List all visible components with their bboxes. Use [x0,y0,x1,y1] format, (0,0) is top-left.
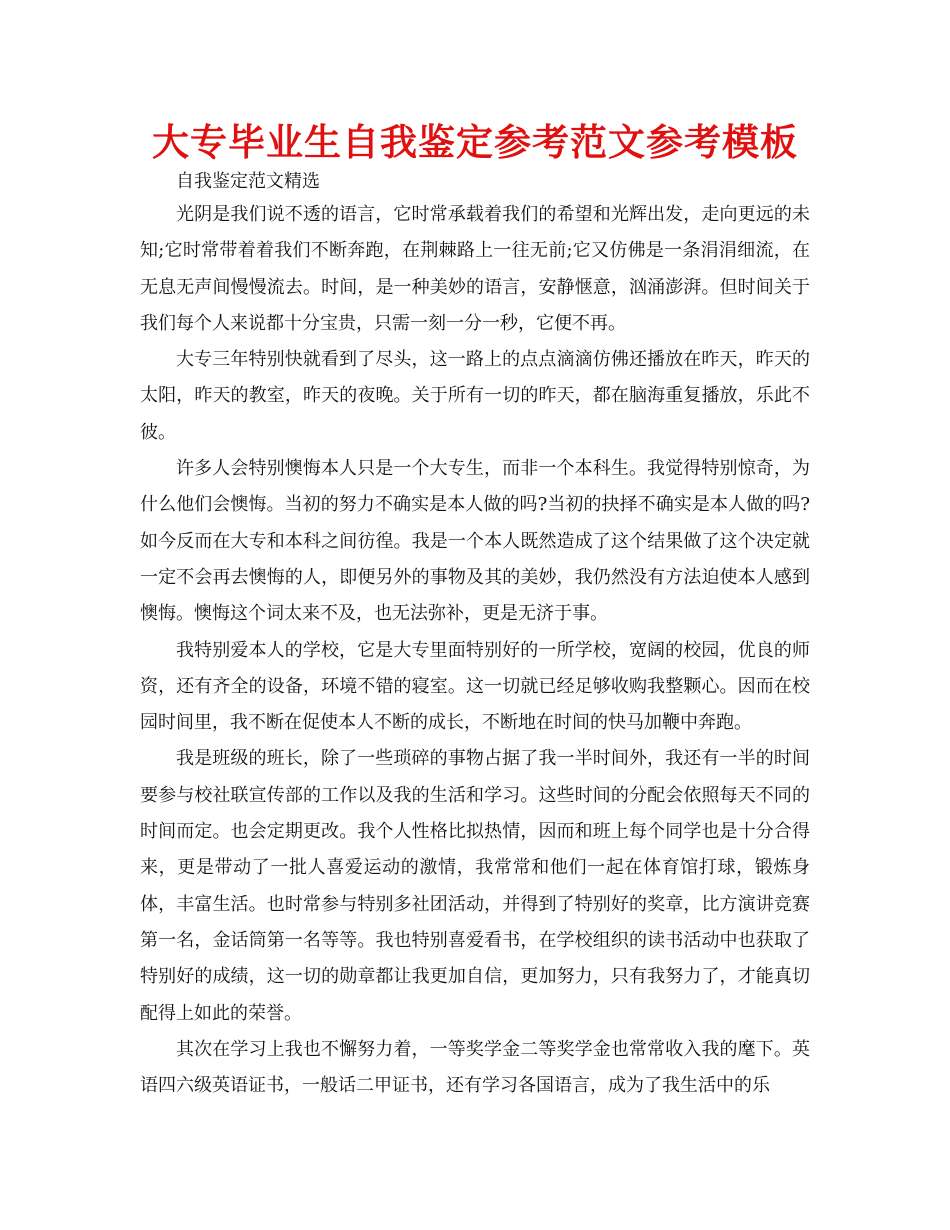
paragraph-5: 我是班级的班长，除了一些琐碎的事物占据了我一半时间外，我还有一半的时间要参与校社联宣传部的工作以及我的生活和学习。这些时间的分配会依照每天不同的时间而定。也会定期更改。我个人性格比拟热情，因而和班上每个同学也是十分合得来，更是带动了一批人喜爱运动的激情，我常常和他们一起在体育馆打球，锻炼身体，丰富生活。也时常参与特别多社团活动，并得到了特别好的奖章，比方演讲竞赛第一名，金话筒第一名等等。我也特别喜爱看书，在学校组织的读书活动中也获取了特别好的成绩，这一切的勋章都让我更加自信，更加努力，只有我努力了，才能真切配得上如此的荣誉。 [140,748,810,1024]
paragraph-4: 我特别爱本人的学校，它是大专里面特别好的一所学校，宽阔的校园，优良的师资，还有齐全的设备，环境不错的寝室。这一切就已经足够收购我整颗心。因而在校园时间里，我不断在促使本人不断的成长，不断地在时间的快马加鞭中奔跑。 [140,639,810,734]
paragraph-2: 大专三年特别快就看到了尽头，这一路上的点点滴滴仿佛还播放在昨天，昨天的太阳，昨天的教室，昨天的夜晚。关于所有一切的昨天，都在脑海重复播放，乐此不彼。 [140,349,810,443]
document-title: 大专毕业生自我鉴定参考范文参考模板 [152,121,798,164]
document-body [140,197,810,1104]
paragraph-6: 其次在学习上我也不懈努力着，一等奖学金二等奖学金也常常收入我的麾下。英语四六级英语证书，一般话二甲证书，还有学习各国语言，成为了我生活中的乐 [140,1038,810,1097]
paragraph-3: 许多人会特别懊悔本人只是一个大专生，而非一个本科生。我觉得特别惊奇，为什么他们会懊悔。当初的努力不确实是本人做的吗?当初的抉择不确实是本人做的吗?如今反而在大专和本科之间彷徨。我是一个本人既然造成了这个结果做了这个决定就一定不会再去懊悔的人，即便另外的事物及其的美妙，我仍然没有方法迫使本人感到懊悔。懊悔这个词太来不及，也无法弥补，更是无济于事。 [140,458,810,625]
paragraph-1: 光阴是我们说不透的语言，它时常承载着我们的希望和光辉出发，走向更远的未知;它时常带着着我们不断奔跑，在荆棘路上一往无前;它又仿佛是一条涓涓细流，在无息无声间慢慢流去。时间，是一种美妙的语言，安静惬意，汹涌澎湃。但时间关于我们每个人来说都十分宝贵，只需一刻一分一秒，它便不再。 [140,204,810,334]
document-subtitle: 自我鉴定范文精选 [176,171,320,192]
